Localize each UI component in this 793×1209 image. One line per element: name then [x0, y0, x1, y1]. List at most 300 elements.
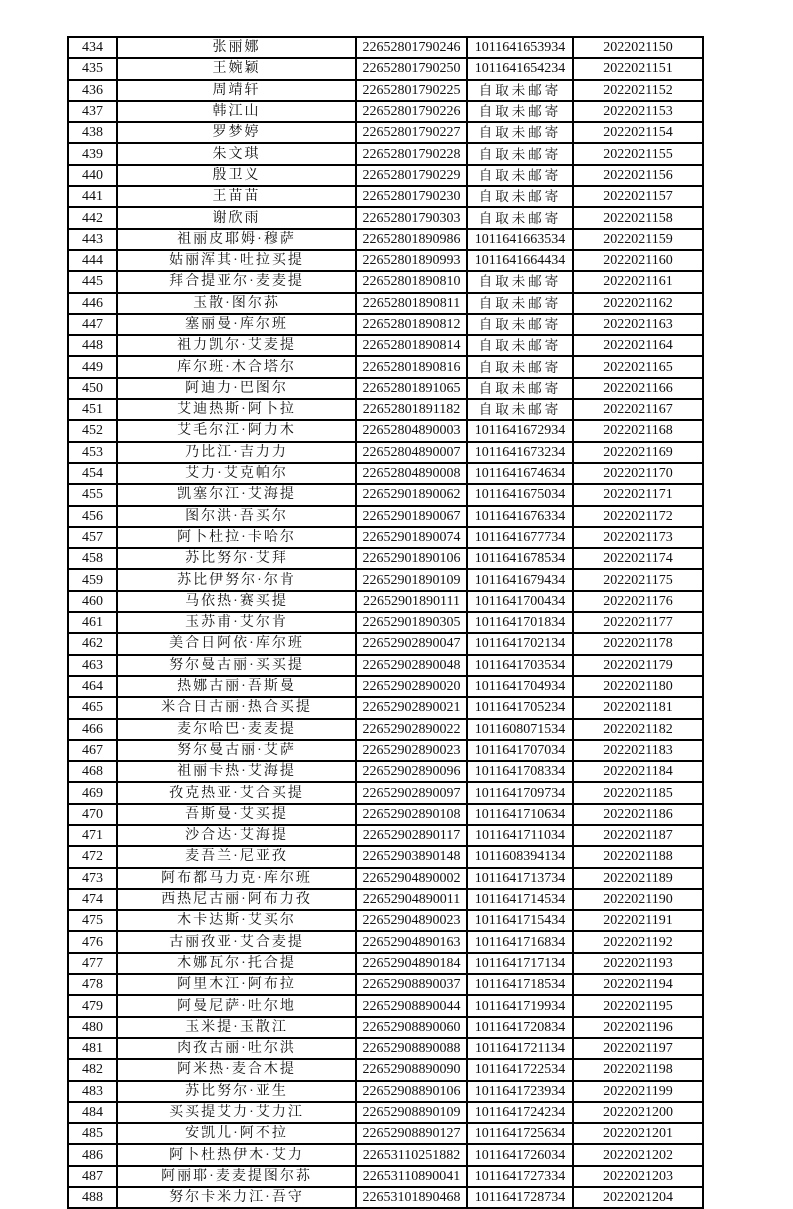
registration-id-cell: 22652902890022 [356, 719, 467, 740]
name-cell: 努尔曼古丽·艾萨 [117, 740, 356, 761]
table-row [68, 1144, 703, 1165]
registration-id-cell: 22652801890810 [356, 271, 467, 292]
row-number-cell: 435 [68, 58, 117, 79]
row-number-cell: 464 [68, 676, 117, 697]
name-cell: 朱文琪 [117, 143, 356, 164]
row-number-cell: 474 [68, 889, 117, 910]
serial-number-cell: 2022021203 [573, 1166, 703, 1187]
tracking-id-cell: 自取未邮寄 [467, 207, 573, 228]
name-cell: 热娜古丽·吾斯曼 [117, 676, 356, 697]
name-cell: 王苗苗 [117, 186, 356, 207]
row-number-cell: 434 [68, 37, 117, 58]
table-row [68, 697, 703, 718]
table-row [68, 143, 703, 164]
name-cell: 肉孜古丽·吐尔洪 [117, 1038, 356, 1059]
tracking-id-cell: 1011641672934 [467, 420, 573, 441]
tracking-id-cell: 1011641701834 [467, 612, 573, 633]
serial-number-cell: 2022021166 [573, 378, 703, 399]
tracking-id-cell: 1011641653934 [467, 37, 573, 58]
name-cell: 凯塞尔江·艾海提 [117, 484, 356, 505]
registration-id-cell: 22652908890037 [356, 974, 467, 995]
table-row [68, 165, 703, 186]
serial-number-cell: 2022021189 [573, 868, 703, 889]
registration-id-cell: 22652801790229 [356, 165, 467, 186]
name-cell: 孜克热亚·艾合买提 [117, 782, 356, 803]
serial-number-cell: 2022021191 [573, 910, 703, 931]
serial-number-cell: 2022021152 [573, 80, 703, 101]
table-row [68, 37, 703, 58]
tracking-id-cell: 1011641710634 [467, 804, 573, 825]
table-row [68, 442, 703, 463]
tracking-id-cell: 1011641711034 [467, 825, 573, 846]
registration-id-cell: 22652801890816 [356, 356, 467, 377]
tracking-id-cell: 1011641663534 [467, 229, 573, 250]
name-cell: 美合日阿依·库尔班 [117, 633, 356, 654]
row-number-cell: 445 [68, 271, 117, 292]
serial-number-cell: 2022021173 [573, 527, 703, 548]
registration-id-cell: 22652902890023 [356, 740, 467, 761]
name-cell: 阿丽耶·麦麦提图尔荪 [117, 1166, 356, 1187]
table-row [68, 101, 703, 122]
table-row [68, 484, 703, 505]
registration-id-cell: 22652908890106 [356, 1081, 467, 1102]
table-row [68, 1059, 703, 1080]
row-number-cell: 451 [68, 399, 117, 420]
serial-number-cell: 2022021175 [573, 569, 703, 590]
tracking-id-cell: 1011641713734 [467, 868, 573, 889]
serial-number-cell: 2022021202 [573, 1144, 703, 1165]
tracking-id-cell: 1011641677734 [467, 527, 573, 548]
serial-number-cell: 2022021159 [573, 229, 703, 250]
registration-id-cell: 22652901890074 [356, 527, 467, 548]
row-number-cell: 486 [68, 1144, 117, 1165]
registration-id-cell: 22652901890062 [356, 484, 467, 505]
tracking-id-cell: 自取未邮寄 [467, 378, 573, 399]
serial-number-cell: 2022021172 [573, 506, 703, 527]
row-number-cell: 444 [68, 250, 117, 271]
tracking-id-cell: 自取未邮寄 [467, 271, 573, 292]
registration-id-cell: 22652801890814 [356, 335, 467, 356]
serial-number-cell: 2022021168 [573, 420, 703, 441]
table-row [68, 378, 703, 399]
serial-number-cell: 2022021190 [573, 889, 703, 910]
row-number-cell: 483 [68, 1081, 117, 1102]
row-number-cell: 468 [68, 761, 117, 782]
registration-id-cell: 22652902890047 [356, 633, 467, 654]
name-cell: 西热尼古丽·阿布力孜 [117, 889, 356, 910]
tracking-id-cell: 自取未邮寄 [467, 143, 573, 164]
tracking-id-cell: 1011641714534 [467, 889, 573, 910]
row-number-cell: 466 [68, 719, 117, 740]
name-cell: 安凯儿·阿不拉 [117, 1123, 356, 1144]
table-row [68, 1102, 703, 1123]
name-cell: 阿里木江·阿布拉 [117, 974, 356, 995]
table-row [68, 782, 703, 803]
tracking-id-cell: 1011641720834 [467, 1017, 573, 1038]
registration-id-cell: 22652908890090 [356, 1059, 467, 1080]
table-row [68, 1166, 703, 1187]
tracking-id-cell: 1011641664434 [467, 250, 573, 271]
name-cell: 买买提艾力·艾力江 [117, 1102, 356, 1123]
table-row [68, 910, 703, 931]
tracking-id-cell: 自取未邮寄 [467, 293, 573, 314]
name-cell: 阿布都马力克·库尔班 [117, 868, 356, 889]
table-row [68, 186, 703, 207]
registration-id-cell: 22652801790303 [356, 207, 467, 228]
table-row [68, 995, 703, 1016]
name-cell: 玉米提·玉散江 [117, 1017, 356, 1038]
tracking-id-cell: 1011641674634 [467, 463, 573, 484]
name-cell: 麦尔哈巴·麦麦提 [117, 719, 356, 740]
registration-id-cell: 22652904890002 [356, 868, 467, 889]
serial-number-cell: 2022021153 [573, 101, 703, 122]
table-row [68, 868, 703, 889]
name-cell: 拜合提亚尔·麦麦提 [117, 271, 356, 292]
tracking-id-cell: 自取未邮寄 [467, 356, 573, 377]
name-cell: 阿米热·麦合木提 [117, 1059, 356, 1080]
row-number-cell: 440 [68, 165, 117, 186]
tracking-id-cell: 自取未邮寄 [467, 80, 573, 101]
name-cell: 米合日古丽·热合买提 [117, 697, 356, 718]
registration-id-cell: 22652904890023 [356, 910, 467, 931]
row-number-cell: 457 [68, 527, 117, 548]
name-cell: 玉苏甫·艾尔肯 [117, 612, 356, 633]
serial-number-cell: 2022021185 [573, 782, 703, 803]
registration-id-cell: 22652902890097 [356, 782, 467, 803]
serial-number-cell: 2022021184 [573, 761, 703, 782]
name-cell: 艾力·艾克帕尔 [117, 463, 356, 484]
serial-number-cell: 2022021188 [573, 846, 703, 867]
table-row [68, 719, 703, 740]
registration-id-cell: 22652801891182 [356, 399, 467, 420]
tracking-id-cell: 自取未邮寄 [467, 165, 573, 186]
registration-id-cell: 22652901890111 [356, 591, 467, 612]
name-cell: 阿曼尼萨·吐尔地 [117, 995, 356, 1016]
registration-id-cell: 22652908890088 [356, 1038, 467, 1059]
serial-number-cell: 2022021192 [573, 931, 703, 952]
registration-id-cell: 22652903890148 [356, 846, 467, 867]
registration-id-cell: 22652801890986 [356, 229, 467, 250]
tracking-id-cell: 自取未邮寄 [467, 314, 573, 335]
row-number-cell: 437 [68, 101, 117, 122]
registration-id-cell: 22652901890067 [356, 506, 467, 527]
serial-number-cell: 2022021194 [573, 974, 703, 995]
row-number-cell: 470 [68, 804, 117, 825]
name-cell: 韩江山 [117, 101, 356, 122]
registration-id-cell: 22652804890008 [356, 463, 467, 484]
table-row [68, 250, 703, 271]
registration-id-cell: 22652908890044 [356, 995, 467, 1016]
serial-number-cell: 2022021150 [573, 37, 703, 58]
row-number-cell: 462 [68, 633, 117, 654]
row-number-cell: 472 [68, 846, 117, 867]
tracking-id-cell: 1011608394134 [467, 846, 573, 867]
tracking-id-cell: 1011641727334 [467, 1166, 573, 1187]
serial-number-cell: 2022021155 [573, 143, 703, 164]
table-row [68, 293, 703, 314]
tracking-id-cell: 1011641723934 [467, 1081, 573, 1102]
table-row [68, 58, 703, 79]
registration-id-cell: 22652801890811 [356, 293, 467, 314]
registration-id-cell: 22652904890011 [356, 889, 467, 910]
name-cell: 谢欣雨 [117, 207, 356, 228]
serial-number-cell: 2022021170 [573, 463, 703, 484]
serial-number-cell: 2022021196 [573, 1017, 703, 1038]
row-number-cell: 439 [68, 143, 117, 164]
row-number-cell: 481 [68, 1038, 117, 1059]
serial-number-cell: 2022021151 [573, 58, 703, 79]
registration-id-cell: 22652902890108 [356, 804, 467, 825]
tracking-id-cell: 1011641709734 [467, 782, 573, 803]
serial-number-cell: 2022021183 [573, 740, 703, 761]
serial-number-cell: 2022021182 [573, 719, 703, 740]
tracking-id-cell: 1011641722534 [467, 1059, 573, 1080]
serial-number-cell: 2022021167 [573, 399, 703, 420]
row-number-cell: 443 [68, 229, 117, 250]
tracking-id-cell: 自取未邮寄 [467, 399, 573, 420]
registration-id-cell: 22652801890993 [356, 250, 467, 271]
serial-number-cell: 2022021156 [573, 165, 703, 186]
table-row [68, 591, 703, 612]
serial-number-cell: 2022021187 [573, 825, 703, 846]
name-cell: 殷卫义 [117, 165, 356, 186]
table-row [68, 974, 703, 995]
table-row [68, 1081, 703, 1102]
name-cell: 周靖轩 [117, 80, 356, 101]
registration-id-cell: 22652801790227 [356, 122, 467, 143]
row-number-cell: 469 [68, 782, 117, 803]
table-row [68, 633, 703, 654]
tracking-id-cell: 1011641705234 [467, 697, 573, 718]
table-row [68, 804, 703, 825]
name-cell: 乃比江·吉力力 [117, 442, 356, 463]
row-number-cell: 484 [68, 1102, 117, 1123]
tracking-id-cell: 1011641724234 [467, 1102, 573, 1123]
serial-number-cell: 2022021162 [573, 293, 703, 314]
tracking-id-cell: 1011641654234 [467, 58, 573, 79]
row-number-cell: 459 [68, 569, 117, 590]
row-number-cell: 453 [68, 442, 117, 463]
tracking-id-cell: 1011641725634 [467, 1123, 573, 1144]
name-cell: 马依热·赛买提 [117, 591, 356, 612]
tracking-id-cell: 1011641708334 [467, 761, 573, 782]
name-cell: 张丽娜 [117, 37, 356, 58]
name-cell: 古丽孜亚·艾合麦提 [117, 931, 356, 952]
name-cell: 祖力凯尔·艾麦提 [117, 335, 356, 356]
row-number-cell: 454 [68, 463, 117, 484]
serial-number-cell: 2022021200 [573, 1102, 703, 1123]
tracking-id-cell: 自取未邮寄 [467, 335, 573, 356]
row-number-cell: 449 [68, 356, 117, 377]
serial-number-cell: 2022021204 [573, 1187, 703, 1208]
tracking-id-cell: 自取未邮寄 [467, 101, 573, 122]
row-number-cell: 475 [68, 910, 117, 931]
serial-number-cell: 2022021154 [573, 122, 703, 143]
table-row [68, 889, 703, 910]
table-row [68, 569, 703, 590]
table-row [68, 953, 703, 974]
registration-id-cell: 22652801891065 [356, 378, 467, 399]
row-number-cell: 450 [68, 378, 117, 399]
registration-id-cell: 22652801790225 [356, 80, 467, 101]
registration-id-cell: 22652908890060 [356, 1017, 467, 1038]
tracking-id-cell: 1011641703534 [467, 655, 573, 676]
roster-table [67, 36, 704, 1209]
name-cell: 祖丽皮耶姆·穆萨 [117, 229, 356, 250]
registration-id-cell: 22652902890117 [356, 825, 467, 846]
table-row [68, 1123, 703, 1144]
tracking-id-cell: 1011641719934 [467, 995, 573, 1016]
registration-id-cell: 22652804890003 [356, 420, 467, 441]
row-number-cell: 485 [68, 1123, 117, 1144]
serial-number-cell: 2022021193 [573, 953, 703, 974]
registration-id-cell: 22652908890109 [356, 1102, 467, 1123]
row-number-cell: 447 [68, 314, 117, 335]
table-row [68, 676, 703, 697]
table-row [68, 612, 703, 633]
row-number-cell: 441 [68, 186, 117, 207]
name-cell: 阿迪力·巴图尔 [117, 378, 356, 399]
name-cell: 罗梦婷 [117, 122, 356, 143]
registration-id-cell: 22652804890007 [356, 442, 467, 463]
tracking-id-cell: 1011641678534 [467, 548, 573, 569]
row-number-cell: 473 [68, 868, 117, 889]
registration-id-cell: 22652908890127 [356, 1123, 467, 1144]
serial-number-cell: 2022021179 [573, 655, 703, 676]
table-row [68, 207, 703, 228]
tracking-id-cell: 1011641717134 [467, 953, 573, 974]
name-cell: 阿卜杜热伊木·艾力 [117, 1144, 356, 1165]
table-row [68, 825, 703, 846]
registration-id-cell: 22652902890021 [356, 697, 467, 718]
name-cell: 姑丽浑其·吐拉买提 [117, 250, 356, 271]
registration-id-cell: 22652901890305 [356, 612, 467, 633]
serial-number-cell: 2022021169 [573, 442, 703, 463]
row-number-cell: 438 [68, 122, 117, 143]
row-number-cell: 448 [68, 335, 117, 356]
name-cell: 苏比努尔·艾拜 [117, 548, 356, 569]
table-row [68, 655, 703, 676]
tracking-id-cell: 1011608071534 [467, 719, 573, 740]
tracking-id-cell: 1011641726034 [467, 1144, 573, 1165]
tracking-id-cell: 1011641704934 [467, 676, 573, 697]
registration-id-cell: 22652901890106 [356, 548, 467, 569]
registration-id-cell: 22652902890096 [356, 761, 467, 782]
tracking-id-cell: 1011641673234 [467, 442, 573, 463]
serial-number-cell: 2022021177 [573, 612, 703, 633]
serial-number-cell: 2022021180 [573, 676, 703, 697]
row-number-cell: 458 [68, 548, 117, 569]
tracking-id-cell: 1011641716834 [467, 931, 573, 952]
tracking-id-cell: 1011641707034 [467, 740, 573, 761]
serial-number-cell: 2022021160 [573, 250, 703, 271]
table-row [68, 761, 703, 782]
registration-id-cell: 22652902890048 [356, 655, 467, 676]
row-number-cell: 452 [68, 420, 117, 441]
tracking-id-cell: 1011641675034 [467, 484, 573, 505]
name-cell: 玉散·图尔荪 [117, 293, 356, 314]
serial-number-cell: 2022021181 [573, 697, 703, 718]
table-row [68, 271, 703, 292]
table-row [68, 1017, 703, 1038]
name-cell: 沙合达·艾海提 [117, 825, 356, 846]
table-row [68, 463, 703, 484]
table-row [68, 1038, 703, 1059]
name-cell: 吾斯曼·艾买提 [117, 804, 356, 825]
tracking-id-cell: 1011641676334 [467, 506, 573, 527]
row-number-cell: 488 [68, 1187, 117, 1208]
name-cell: 艾迪热斯·阿卜拉 [117, 399, 356, 420]
serial-number-cell: 2022021163 [573, 314, 703, 335]
serial-number-cell: 2022021176 [573, 591, 703, 612]
roster-table-body [68, 37, 703, 1208]
row-number-cell: 455 [68, 484, 117, 505]
row-number-cell: 487 [68, 1166, 117, 1187]
row-number-cell: 460 [68, 591, 117, 612]
table-row [68, 314, 703, 335]
table-row [68, 420, 703, 441]
table-row [68, 356, 703, 377]
name-cell: 图尔洪·吾买尔 [117, 506, 356, 527]
tracking-id-cell: 1011641715434 [467, 910, 573, 931]
tracking-id-cell: 1011641728734 [467, 1187, 573, 1208]
row-number-cell: 478 [68, 974, 117, 995]
serial-number-cell: 2022021201 [573, 1123, 703, 1144]
name-cell: 塞丽曼·库尔班 [117, 314, 356, 335]
tracking-id-cell: 自取未邮寄 [467, 186, 573, 207]
serial-number-cell: 2022021197 [573, 1038, 703, 1059]
serial-number-cell: 2022021164 [573, 335, 703, 356]
row-number-cell: 446 [68, 293, 117, 314]
registration-id-cell: 22652801790230 [356, 186, 467, 207]
row-number-cell: 480 [68, 1017, 117, 1038]
registration-id-cell: 22653110890041 [356, 1166, 467, 1187]
row-number-cell: 463 [68, 655, 117, 676]
name-cell: 木卡达斯·艾买尔 [117, 910, 356, 931]
tracking-id-cell: 1011641679434 [467, 569, 573, 590]
table-row [68, 548, 703, 569]
serial-number-cell: 2022021165 [573, 356, 703, 377]
registration-id-cell: 22652801790250 [356, 58, 467, 79]
row-number-cell: 476 [68, 931, 117, 952]
table-row [68, 335, 703, 356]
table-row [68, 740, 703, 761]
name-cell: 王婉颖 [117, 58, 356, 79]
registration-id-cell: 22652801790226 [356, 101, 467, 122]
table-row [68, 846, 703, 867]
table-row [68, 80, 703, 101]
row-number-cell: 465 [68, 697, 117, 718]
name-cell: 麦吾兰·尼亚孜 [117, 846, 356, 867]
table-row [68, 931, 703, 952]
serial-number-cell: 2022021161 [573, 271, 703, 292]
name-cell: 祖丽卡热·艾海提 [117, 761, 356, 782]
row-number-cell: 477 [68, 953, 117, 974]
serial-number-cell: 2022021198 [573, 1059, 703, 1080]
serial-number-cell: 2022021158 [573, 207, 703, 228]
table-row [68, 1187, 703, 1208]
registration-id-cell: 22652904890184 [356, 953, 467, 974]
tracking-id-cell: 1011641702134 [467, 633, 573, 654]
table-row [68, 229, 703, 250]
row-number-cell: 479 [68, 995, 117, 1016]
table-row [68, 527, 703, 548]
table-row [68, 399, 703, 420]
registration-id-cell: 22652901890109 [356, 569, 467, 590]
name-cell: 努尔曼古丽·买买提 [117, 655, 356, 676]
serial-number-cell: 2022021186 [573, 804, 703, 825]
row-number-cell: 471 [68, 825, 117, 846]
